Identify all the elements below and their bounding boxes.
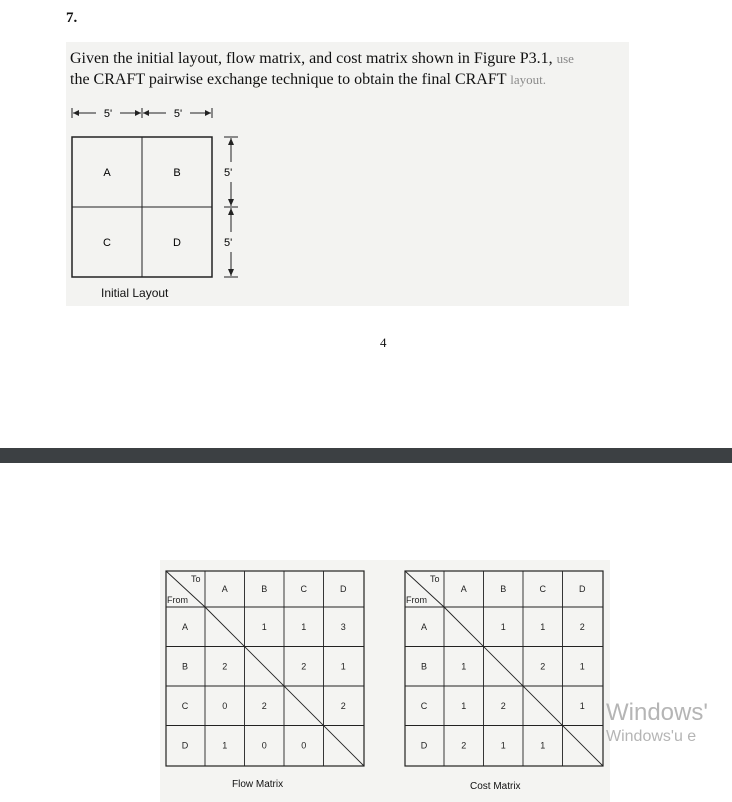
cost-matrix-from-label: From: [406, 595, 427, 605]
cost-matrix-col-header: D: [579, 584, 586, 594]
windows-activation-watermark: [606, 699, 708, 747]
problem-statement: [70, 48, 630, 90]
flow-matrix-cell: 2: [261, 700, 267, 711]
flow-matrix-cell: 2: [301, 661, 307, 672]
cost-matrix-cell: 2: [461, 740, 467, 751]
initial-layout-figure: [66, 102, 266, 284]
flow-matrix-cell: 3: [340, 621, 346, 632]
cost-matrix-cell: 1: [461, 661, 467, 672]
flow-matrix-row-header: C: [181, 700, 189, 711]
cost-matrix-cell: 1: [579, 661, 585, 672]
cost-matrix-cell: 2: [579, 621, 585, 632]
flow-matrix-cell: 0: [222, 700, 228, 711]
cost-matrix-col-header: C: [539, 584, 546, 594]
problem-scan: [66, 42, 629, 306]
flow-matrix-grid: [165, 570, 365, 770]
cost-matrix-cell: 1: [579, 700, 585, 711]
flow-matrix-to-label: To: [191, 574, 201, 584]
flow-matrix: [165, 570, 365, 770]
cost-matrix-cell: 2: [540, 661, 546, 672]
flow-matrix-cell: 2: [222, 661, 228, 672]
cost-matrix-cell: 2: [500, 700, 506, 711]
flow-matrix-row-header: D: [181, 740, 189, 751]
flow-matrix-caption: Flow Matrix: [232, 779, 284, 790]
flow-matrix-cell: 1: [301, 621, 307, 632]
flow-matrix-cell: 2: [340, 700, 346, 711]
height-dim-2: 5': [224, 237, 233, 249]
cost-matrix-row-header: D: [420, 740, 428, 751]
question-number: 7.: [66, 10, 78, 26]
cost-matrix-row-header: B: [420, 661, 428, 672]
problem-line2: the CRAFT pairwise exchange technique to obtain the final CRAFT: [70, 71, 511, 88]
cost-matrix-caption: Cost Matrix: [470, 781, 521, 792]
flow-matrix-col-header: A: [221, 584, 228, 594]
cost-matrix-cell: 1: [500, 740, 506, 751]
cost-matrix-col-header: B: [500, 584, 507, 594]
flow-matrix-cell: 1: [340, 661, 346, 672]
layout-cell-c: C: [103, 237, 111, 249]
matrices-scan: [160, 560, 610, 802]
flow-matrix-cell: 0: [261, 740, 267, 751]
cost-matrix-cell: 1: [461, 700, 467, 711]
cost-matrix-row-header: A: [420, 621, 428, 632]
flow-matrix-col-header: B: [261, 584, 268, 594]
width-dim-2: 5': [173, 108, 183, 120]
page-number: 4: [380, 335, 387, 350]
cost-matrix-to-label: To: [430, 574, 440, 584]
flow-matrix-col-header: D: [340, 584, 347, 594]
cost-matrix-cell: 1: [540, 740, 546, 751]
cost-matrix-grid: [404, 570, 604, 770]
cost-matrix-cell: 1: [500, 621, 506, 632]
flow-matrix-col-header: C: [300, 584, 307, 594]
cost-matrix: [404, 570, 604, 770]
watermark-line1: Windows': [606, 699, 708, 726]
layout-cell-d: D: [173, 237, 181, 249]
flow-matrix-cell: 0: [301, 740, 307, 751]
flow-matrix-row-header: A: [181, 621, 189, 632]
problem-line1-tail: use: [556, 51, 574, 66]
cost-matrix-cell: 1: [540, 621, 546, 632]
flow-matrix-cell: 1: [261, 621, 267, 632]
cost-matrix-col-header: A: [460, 584, 467, 594]
cost-matrix-row-header: C: [420, 700, 428, 711]
page-divider: [0, 448, 732, 463]
watermark-line2: Windows'u e: [606, 728, 697, 745]
problem-line2-tail: layout.: [510, 72, 546, 87]
layout-cell-b: B: [173, 167, 181, 179]
flow-matrix-from-label: From: [167, 595, 188, 605]
layout-cell-a: A: [103, 167, 111, 179]
width-dim-1: 5': [103, 108, 113, 120]
flow-matrix-cell: 1: [222, 740, 228, 751]
flow-matrix-row-header: B: [181, 661, 189, 672]
problem-line1: Given the initial layout, flow matrix, and cost matrix shown in Figure P3.1,: [70, 50, 557, 67]
height-dim-1: 5': [224, 167, 233, 179]
initial-layout-caption: Initial Layout: [101, 286, 169, 300]
document-page-bottom: [0, 463, 732, 802]
